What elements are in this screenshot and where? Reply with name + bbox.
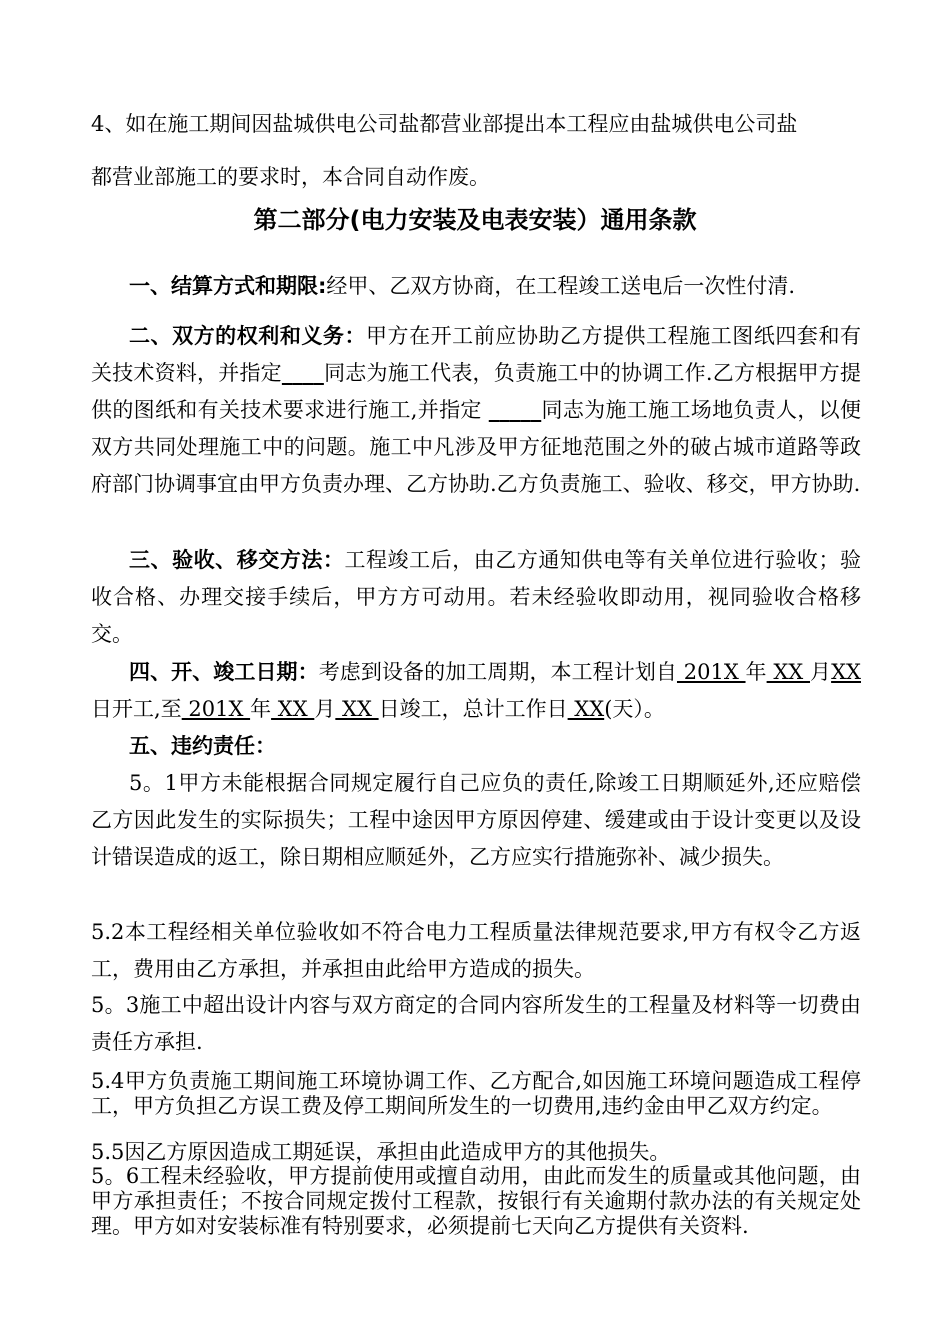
clause-heading: 二、双方的权利和义务： (129, 324, 366, 348)
intro-line-2: 都营业部施工的要求时，本合同自动作废。 (91, 165, 490, 189)
clause-5-6: 5。6工程未经验收，甲方提前使用或擅自动用，由此而发生的质量或其他问题，由甲方承担责任；不按合同规定拨付工程款，按银行有关逾期付款办法的有关规定处理。甲方如对安装标准有特别要求，必须提前七天向乙方提供有关资料. (91, 1164, 861, 1238)
clause-heading: 五、违约责任： (129, 734, 276, 758)
clause-5-1: 5。1甲方未能根据合同规定履行自己应负的责任,除竣工日期顺延外,还应赔偿乙方因此发生的实际损失；工程中途因甲方原因停建、缓建或由于设计变更以及设计错误造成的返工，除日期相应顺延外，乙方应实行措施弥补、减少损失。 (91, 771, 861, 869)
clause-acceptance (91, 542, 861, 653)
clause-rights-duties: 二、双方的权利和义务：甲方在开工前应协助乙方提供工程施工图纸四套和有关技术资料，并指定____同志为施工代表，负责施工中的协调工作.乙方根据甲方提供的图纸和有关技术要求进行施工,并指定 _____同志为施工施工场地负责人，以便双方共同处理施工中的问题。施工中凡涉及甲方征地范围之外的破占城市道路等政府部门协调事宜由甲方负责办理、乙方协助.乙方负责施工、验收、移交，甲方协助. (91, 324, 861, 496)
blank-representative: ____ (281, 361, 324, 385)
clause-5-5: 5.5因乙方原因造成工期延误，承担由此造成甲方的其他损失。 (91, 1140, 671, 1164)
start-day: XX (831, 660, 861, 684)
clause-dates: 四、开、竣工日期：考虑到设备的加工周期，本工程计划自 201X 年 XX 月XX 日开工,至 201X 年 XX 月 XX 日竣工，总计工作日 XX(天）。 (91, 660, 861, 721)
clause-5-3: 5。3施工中超出设计内容与双方商定的合同内容所发生的工程量及材料等一切费由责任方承担. (91, 993, 861, 1054)
end-month: XX (271, 697, 315, 721)
clause-heading: 一、结算方式和期限: (129, 274, 327, 298)
clause-heading: 三、验收、移交方法： (129, 548, 345, 572)
clause-settlement (91, 268, 861, 305)
intro-line-1: 4、如在施工期间因盐城供电公司盐都营业部提出本工程应由盐城供电公司盐 (91, 112, 798, 136)
start-month: XX (766, 660, 811, 684)
intro-clause-4 (91, 106, 861, 196)
total-days: XX (567, 697, 605, 721)
clause-5-4: 5.4甲方负责施工期间施工环境协调工作、乙方配合,如因施工环境问题造成工程停工，甲方负担乙方误工费及停工期间所发生的一切费用,违约金由甲乙双方约定。 (91, 1069, 861, 1118)
section-title: 第二部分(电力安装及电表安装）通用条款 (253, 206, 697, 234)
clause-text: 经甲、乙双方协商，在工程竣工送电后一次性付清. (326, 274, 796, 298)
start-year: 201X (676, 660, 746, 684)
clause-5-2: 5.2本工程经相关单位验收如不符合电力工程质量法律规范要求,甲方有权令乙方返工，费用由乙方承担，并承担由此给甲方造成的损失。 (91, 920, 861, 981)
blank-site-manager: _____ (488, 398, 542, 422)
clause-liability-heading (91, 728, 861, 765)
end-year: 201X (181, 697, 251, 721)
clause-heading: 四、开、竣工日期： (129, 660, 319, 684)
clause-text: 工程竣工后，由乙方通知供电等有关单位进行验收；验收合格、办理交接手续后，甲方方可动用。若未经验收即动用，视同验收合格移交。 (91, 548, 862, 646)
end-day: XX (335, 697, 379, 721)
